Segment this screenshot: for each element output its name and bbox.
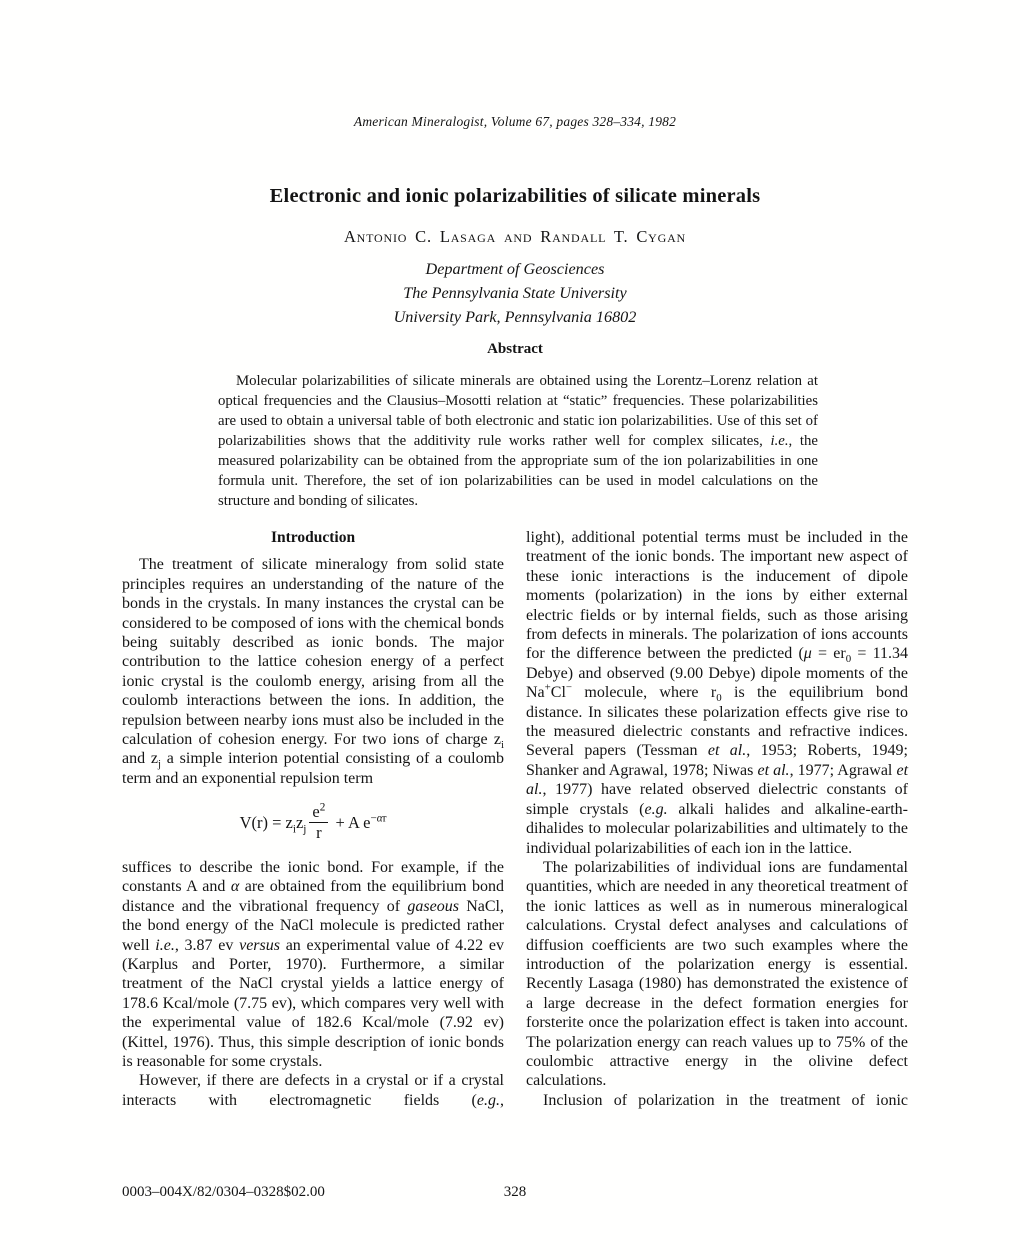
fraction-numerator: $e^2$ [312, 801, 326, 822]
interion-potential-equation [122, 801, 504, 843]
fraction-denominator: r [309, 822, 328, 841]
equation-lhs: $V(r) = z_iz_j$ [239, 812, 307, 836]
journal-header: American Mineralogist, Volume 67, pages 328–334, 1982 [353, 114, 677, 129]
equation-rhs: + A $e^{-\alpha r}$ [331, 812, 387, 832]
introduction-heading: Introduction [270, 529, 356, 546]
abstract-text: Molecular polarizabilities of silicate minerals are obtained using the Lorentz–Lorenz relation at optical frequencies and the Clausius–Mosotti relation at “static” frequencies. These polarizabilities are used to obtain a universal table of both electronic and static ion polarizabilities. Use of this set of polarizabilities shows that the additivity rule works rather well for complex silicates, i.e., the measured polarizability can be obtained from the appropriate sum of the ion polarizabilities in one formula unit. Therefore, the set of ion polarizabilities can be used in model calculations on the structure and bonding of silicates. [218, 373, 818, 509]
paragraph-intro-6: Inclusion of polarization in the treatment of ionic [543, 1091, 908, 1109]
paragraph-intro-4: light), additional potential terms must be included in the treatment of the ionic bonds. The important new aspect of these ionic interactions is the inducement of dipole moments (polarization) in the ions by either external electric fields or by internal fields, such as those arising from defects in minerals. The polarization of ions accounts for the difference between the predicted ($\mu = er_0 = 11.34$ Debye) and observed (9.00 Debye) dipole moments of the Na+Cl− molecule, where $r_0$ is the equilibrium bond distance. In silicates these polarization effects give rise to the measured dielectric constants and refractive indices. Several papers (Tessman et al., 1953; Roberts, 1949; Shanker and Agrawal, 1978; Niwas et al., 1977; Agrawal et al., 1977) have related observed dielectric constants of simple crystals (e.g. alkali halides and alkaline-earth-dihalides to molecular polarizabilities and ultimately to the individual polarizabilities of each ion in the lattice. [526, 529, 909, 857]
paragraph-intro-3: However, if there are defects in a crystal or if a crystal interacts with electromagnetic fields (e.g., [122, 1072, 504, 1109]
body-columns [122, 528, 908, 1110]
abstract-heading: Abstract [487, 341, 543, 357]
exponent-term: −αr [370, 812, 387, 825]
copyright-code: 0003–004X/82/0304–0328$02.00 [122, 1184, 325, 1200]
affiliation-line-university: The Pennsylvania State University [403, 284, 627, 302]
affiliation-line-department: Department of Geosciences [425, 260, 605, 278]
authors-line: Antonio C. Lasaga and Randall T. Cygan [343, 227, 687, 246]
paragraph-intro-1: The treatment of silicate mineralogy from solid state principles requires an understanding of the nature of the bonds in the crystals. In many instances the crystal can be considered to be composed of ions with the chemical bonds being suitably described as ionic bonds. The major contribution to the lattice cohesion energy of a perfect ionic crystal is the coulomb energy, arising from all the coulomb interactions between the ions. In addition, the repulsion between nearby ions must also be included in the calculation of cohesion energy. For two ions of charge $z_i$ and $z_j$ a simple interion potential consisting of a coulomb term and an exponential repulsion term [122, 556, 505, 787]
page-footer [122, 1184, 908, 1206]
affiliation-block [122, 257, 908, 329]
superscript-2: 2 [319, 801, 326, 814]
subscript-i: i [292, 823, 296, 836]
page-number: 328 [503, 1184, 527, 1200]
right-column [526, 528, 908, 1110]
paragraph-intro-2: suffices to describe the ionic bond. For example, if the constants A and α are obtained from the equilibrium bond distance and the vibrational frequency of gaseous NaCl, the bond energy of the NaCl molecule is predicted rather well i.e., 3.87 ev versus an experimental value of 4.22 ev (Karplus and Porter, 1970). Furthermore, a similar treatment of the NaCl crystal yields a lattice energy of 178.6 Kcal/mole (7.75 ev), which compares very well with the experimental value of 182.6 Kcal/mole (7.92 ev) (Kittel, 1976). Thus, this simple description of ionic bonds is reasonable for some crystals. [122, 858, 505, 1070]
paragraph-intro-5: The polarizabilities of individual ions are fundamental quantities, which are needed in any theoretical treatment of the ionic lattices as well as in numerous mineralogical calculations. Crystal defect analyses and calculations of diffusion coefficients are two such examples where the introduction of the polarization energy is essential. Recently Lasaga (1980) has demonstrated the existence of a large decrease in the defect formation energies for forsterite once the polarization effect is taken into account. The polarization energy can reach values up to 75% of the coulombic attractive energy in the olivine defect calculations. [526, 858, 908, 1090]
subscript-j: j [303, 823, 307, 836]
equation-fraction [309, 803, 328, 841]
paper-title: Electronic and ionic polarizabilities of silicate minerals [269, 185, 761, 207]
left-column [122, 528, 504, 1110]
affiliation-line-address: University Park, Pennsylvania 16802 [393, 308, 637, 326]
